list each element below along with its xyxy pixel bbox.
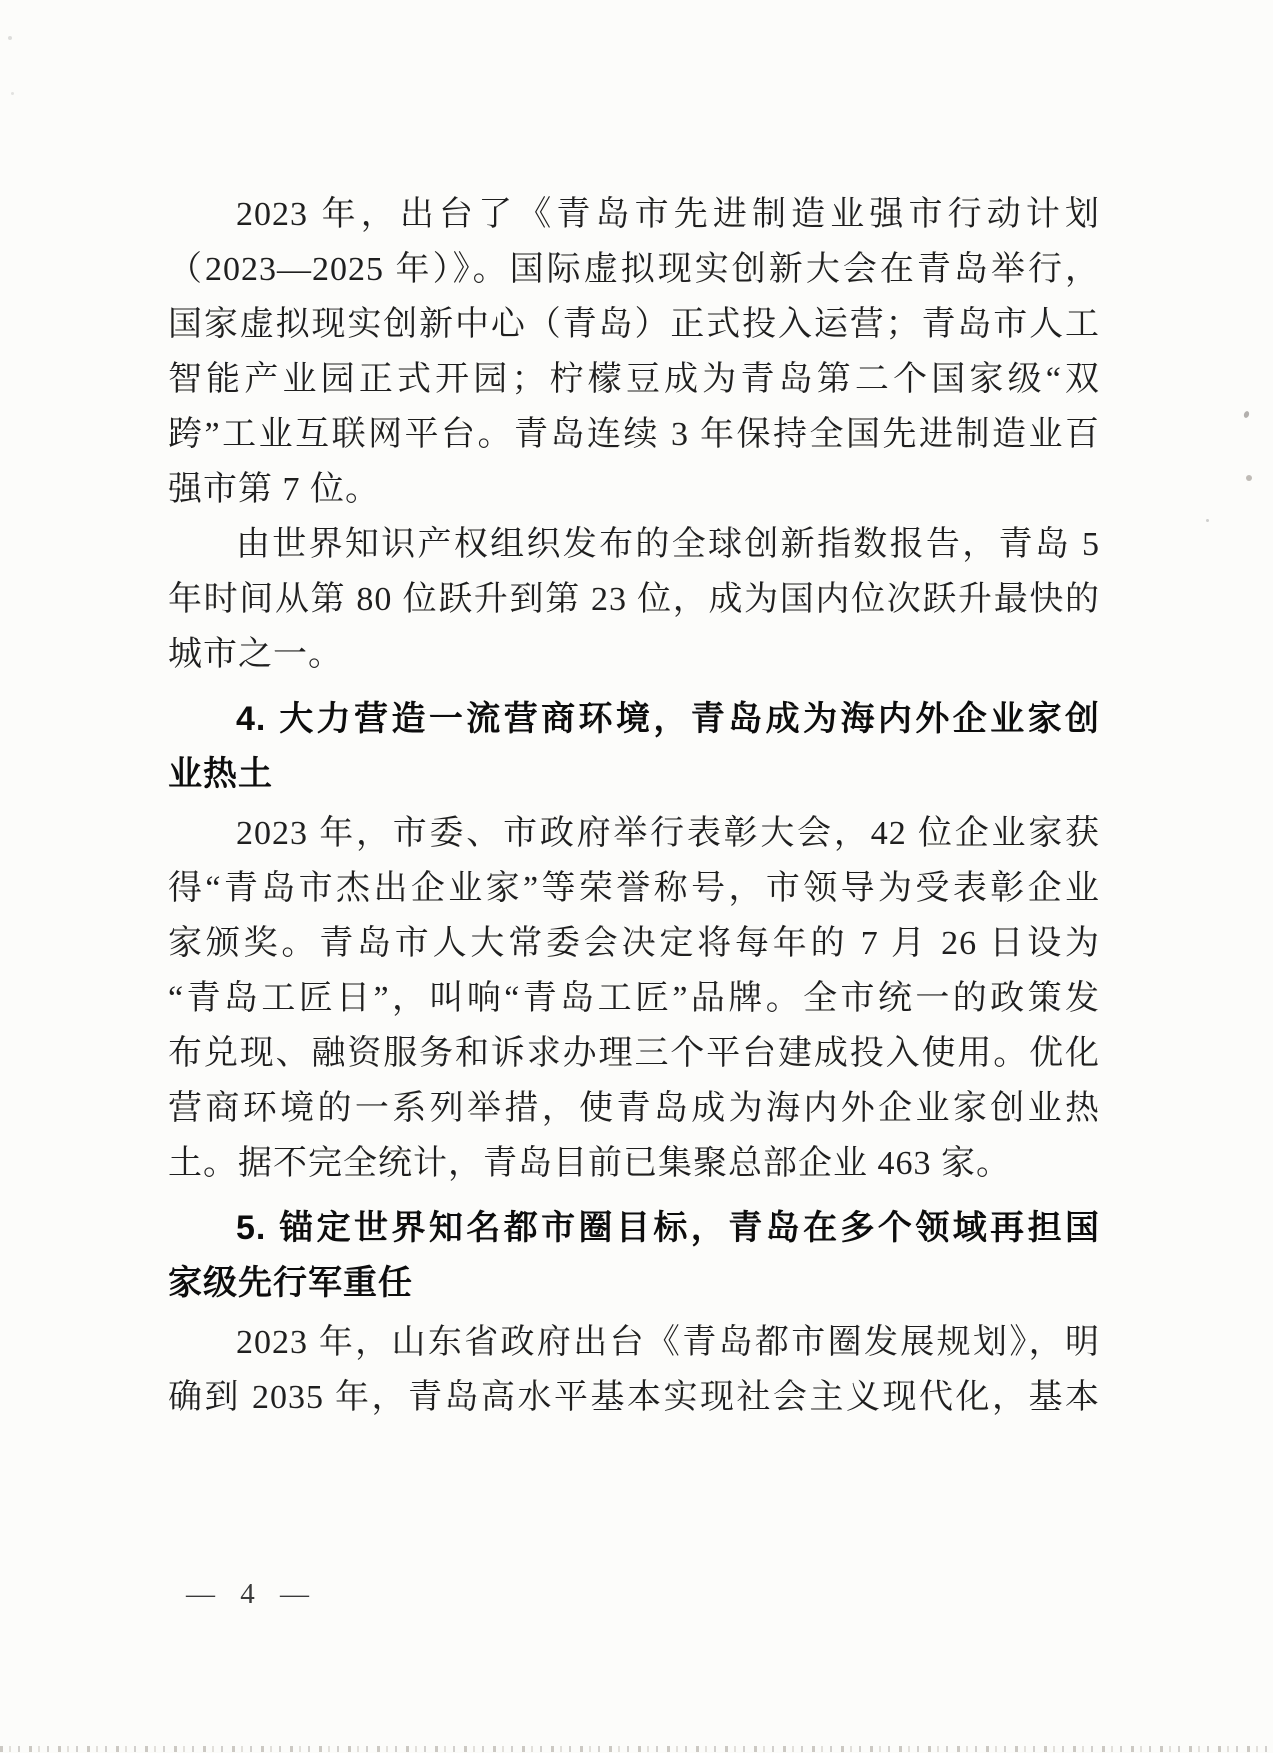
text-line: 年时间从第 80 位跃升到第 23 位，成为国内位次跃升最快的 [168, 581, 1100, 618]
text-line: 智能产业园正式开园；柠檬豆成为青岛第二个国家级“双 [168, 361, 1100, 398]
text-line: 布兑现、融资服务和诉求办理三个平台建成投入使用。优化 [168, 1035, 1100, 1072]
text-line: “青岛工匠日”，叫响“青岛工匠”品牌。全市统一的政策发 [168, 980, 1100, 1017]
scan-speckle [8, 36, 12, 40]
paragraph-1 [168, 187, 1100, 517]
text-line: 土。据不完全统计，青岛目前已集聚总部企业 463 家。 [168, 1145, 1011, 1182]
scan-noise-band [0, 1746, 1273, 1752]
paragraph-3 [168, 806, 1100, 1191]
text-line: 营商环境的一系列举措，使青岛成为海内外企业家创业热 [168, 1090, 1100, 1127]
text-line: 跨”工业互联网平台。青岛连续 3 年保持全国先进制造业百 [168, 416, 1100, 453]
text-line: 城市之一。 [168, 636, 343, 673]
scan-speckle [11, 92, 14, 95]
page-number: — 4 — [186, 1578, 318, 1610]
section-heading-4 [168, 692, 1100, 802]
text-line: 家颁奖。青岛市人大常委会决定将每年的 7 月 26 日设为 [168, 925, 1100, 962]
scan-speckle [1243, 410, 1250, 418]
text-line: （2023—2025 年）》。国际虚拟现实创新大会在青岛举行， [168, 251, 1100, 288]
text-line: 强市第 7 位。 [168, 471, 380, 508]
scan-speckle [1246, 475, 1252, 481]
section-heading-5 [168, 1201, 1100, 1311]
text-line: 由世界知识产权组织发布的全球创新指数报告，青岛 5 [236, 526, 1100, 563]
paragraph-2 [168, 517, 1100, 682]
text-line: 2023 年，山东省政府出台《青岛都市圈发展规划》，明 [236, 1324, 1100, 1361]
text-line: 得“青岛市杰出企业家”等荣誉称号，市领导为受表彰企业 [168, 870, 1100, 907]
heading-line: 家级先行军重任 [168, 1264, 413, 1302]
heading-line: 业热土 [168, 755, 273, 793]
text-line: 国家虚拟现实创新中心（青岛）正式投入运营；青岛市人工 [168, 306, 1100, 343]
text-line: 2023 年，市委、市政府举行表彰大会，42 位企业家获 [236, 815, 1100, 852]
paragraph-4 [168, 1315, 1100, 1425]
text-line: 确到 2035 年，青岛高水平基本实现社会主义现代化，基本 [168, 1379, 1100, 1416]
scan-speckle [1206, 519, 1209, 522]
document-body [168, 187, 1100, 1425]
heading-line: 5. 锚定世界知名都市圈目标，青岛在多个领域再担国 [236, 1209, 1100, 1247]
heading-line: 4. 大力营造一流营商环境，青岛成为海内外企业家创 [236, 700, 1100, 738]
text-line: 2023 年，出台了《青岛市先进制造业强市行动计划 [236, 196, 1100, 233]
